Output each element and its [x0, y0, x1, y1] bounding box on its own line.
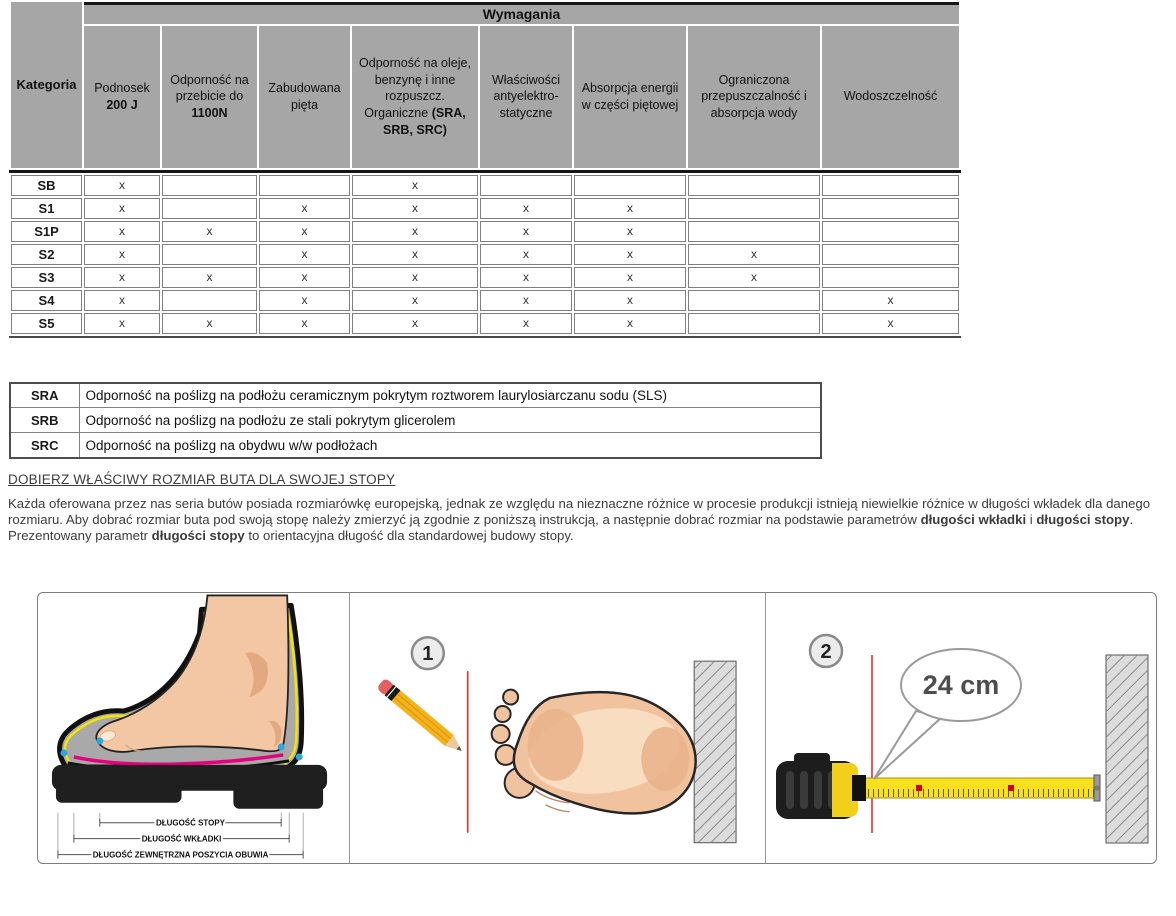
table-row — [11, 26, 959, 168]
mark-cell: x — [574, 290, 686, 311]
mark-cell: x — [480, 221, 572, 242]
mark-cell: x — [822, 313, 959, 334]
src-code-cell: SRA — [10, 383, 79, 408]
step2-panel — [766, 593, 1156, 863]
mark-cell: x — [480, 198, 572, 219]
mark-cell: x — [259, 198, 350, 219]
category-column-header: Kategoria — [11, 2, 82, 168]
mark-cell: x — [352, 198, 478, 219]
column-header-puncture: Odporność na przebicie do 1100N — [162, 26, 257, 168]
mark-cell: x — [352, 313, 478, 334]
table-row — [11, 244, 959, 265]
tape-strip — [862, 775, 1100, 801]
foot-length-label: DŁUGOŚĆ STOPY — [156, 818, 225, 828]
mark-cell: x — [162, 221, 257, 242]
table-row — [10, 408, 821, 433]
category-cell: S5 — [11, 313, 82, 334]
mark-cell: x — [574, 244, 686, 265]
requirements-table-header — [9, 0, 961, 170]
measurement-bubble — [874, 649, 1021, 779]
category-cell: S4 — [11, 290, 82, 311]
column-header-waterproof: Wodoszczelność — [822, 26, 959, 168]
sizing-heading: DOBIERZ WŁAŚCIWY ROZMIAR BUTA DLA SWOJEJ STOPY — [8, 471, 396, 487]
step2-diagram — [766, 593, 1156, 863]
wall — [694, 661, 736, 843]
column-header-energy: Absorpcja energii w części piętowej — [574, 26, 686, 168]
table-bottom-border — [9, 336, 961, 338]
mark-cell: x — [259, 221, 350, 242]
sole-front-tread — [56, 785, 182, 803]
measuring-illustration — [37, 592, 1157, 864]
column-header-antistatic: Właściwości antyelektro-statyczne — [480, 26, 572, 168]
foot-sole — [492, 689, 696, 813]
mark-cell: x — [84, 290, 160, 311]
column-header-water-absorption: Ograniczona przepuszczalność i absorpcja wody — [688, 26, 820, 168]
mark-cell — [688, 313, 820, 334]
mark-cell: x — [480, 267, 572, 288]
mark-cell: x — [688, 244, 820, 265]
table-row — [11, 313, 959, 334]
sole-heel-tread — [233, 785, 323, 809]
step1-panel — [350, 593, 766, 863]
boot-diagram-panel — [38, 593, 350, 863]
mark-cell — [162, 198, 257, 219]
mark-cell: x — [822, 290, 959, 311]
boot-diagram — [38, 593, 349, 863]
mark-cell: x — [84, 175, 160, 196]
insole-length-label: DŁUGOŚĆ WKŁADKI — [141, 834, 222, 844]
slip-resistance-table — [9, 382, 822, 459]
mark-cell — [259, 175, 350, 196]
mark-cell — [822, 175, 959, 196]
requirements-table-body — [9, 173, 961, 336]
category-cell: S1 — [11, 198, 82, 219]
mark-cell: x — [480, 313, 572, 334]
mark-cell — [822, 244, 959, 265]
category-cell: SB — [11, 175, 82, 196]
category-cell: S1P — [11, 221, 82, 242]
table-row — [10, 383, 821, 408]
table-row — [11, 267, 959, 288]
table-row — [11, 221, 959, 242]
mark-cell: x — [84, 267, 160, 288]
mark-cell: x — [84, 313, 160, 334]
mark-cell — [688, 221, 820, 242]
mark-cell: x — [352, 221, 478, 242]
mark-cell: x — [352, 244, 478, 265]
mark-cell: x — [574, 221, 686, 242]
src-code-cell: SRC — [10, 433, 79, 458]
mark-cell — [162, 290, 257, 311]
mark-cell — [162, 175, 257, 196]
tape-measure-body — [776, 753, 866, 819]
category-cell: S2 — [11, 244, 82, 265]
outer-length-label: DŁUGOŚĆ ZEWNĘTRZNA POSZYCIA OBUWIA — [92, 850, 269, 860]
mark-cell: x — [480, 244, 572, 265]
pencil-icon — [376, 678, 466, 757]
src-desc-cell: Odporność na poślizg na podłożu ceramicznym pokrytym roztworem laurylosiarczanu sodu (SLS) — [79, 383, 821, 408]
table-row — [11, 175, 959, 196]
requirements-group-header: Wymagania — [84, 2, 959, 24]
mark-cell: x — [259, 244, 350, 265]
mark-cell: x — [352, 290, 478, 311]
mark-cell — [822, 198, 959, 219]
mark-cell — [162, 244, 257, 265]
mark-cell — [574, 175, 686, 196]
mark-cell: x — [84, 198, 160, 219]
table-row — [11, 198, 959, 219]
mark-cell: x — [352, 175, 478, 196]
column-header-toecap: Podnosek 200 J — [84, 26, 160, 168]
mark-cell — [688, 290, 820, 311]
mark-cell: x — [162, 267, 257, 288]
sizing-paragraph: Każda oferowana przez nas seria butów posiada rozmiarówkę europejską, jednak ze względu na nieznaczne różnice w procesie produkcji istnieją niewielkie różnice w długości wkładek dla danego rozmiaru. Aby dobrać rozmiar buta pod swoją stopę należy zmierzyć ją zgodnie z poniższą instrukcją, a następnie dobrać rozmiar na podstawie parametrów długości wkładki i długości stopy. Prezentowany parametr długości stopy to orientacyjna długość dla standardowej budowy stopy. — [8, 495, 1151, 543]
src-desc-cell: Odporność na poślizg na obydwu w/w podłożach — [79, 433, 821, 458]
mark-cell — [822, 221, 959, 242]
column-header-oil: Odporność na oleje, benzynę i inne rozpuszcz. Organiczne (SRA, SRB, SRC) — [352, 26, 478, 168]
measurement-value: 24 cm — [922, 669, 1000, 700]
src-desc-cell: Odporność na poślizg na podłożu ze stali pokrytym glicerolem — [79, 408, 821, 433]
mark-cell: x — [352, 267, 478, 288]
mark-cell: x — [162, 313, 257, 334]
mark-cell: x — [259, 313, 350, 334]
mark-cell: x — [480, 290, 572, 311]
mark-cell — [688, 198, 820, 219]
table-row — [10, 433, 821, 458]
step1-badge-number: 1 — [422, 643, 434, 666]
step1-diagram — [350, 593, 765, 863]
mark-cell — [822, 267, 959, 288]
column-header-heel: Zabudowana pięta — [259, 26, 350, 168]
mark-cell — [688, 175, 820, 196]
mark-cell: x — [574, 267, 686, 288]
table-row — [11, 290, 959, 311]
mark-cell: x — [259, 290, 350, 311]
table-row — [11, 2, 959, 24]
wall — [1106, 655, 1148, 843]
step2-badge-number: 2 — [820, 640, 832, 663]
mark-cell: x — [84, 221, 160, 242]
mark-cell: x — [688, 267, 820, 288]
mark-cell: x — [84, 244, 160, 265]
mark-cell: x — [574, 198, 686, 219]
src-code-cell: SRB — [10, 408, 79, 433]
mark-cell: x — [574, 313, 686, 334]
mark-cell — [480, 175, 572, 196]
category-cell: S3 — [11, 267, 82, 288]
mark-cell: x — [259, 267, 350, 288]
